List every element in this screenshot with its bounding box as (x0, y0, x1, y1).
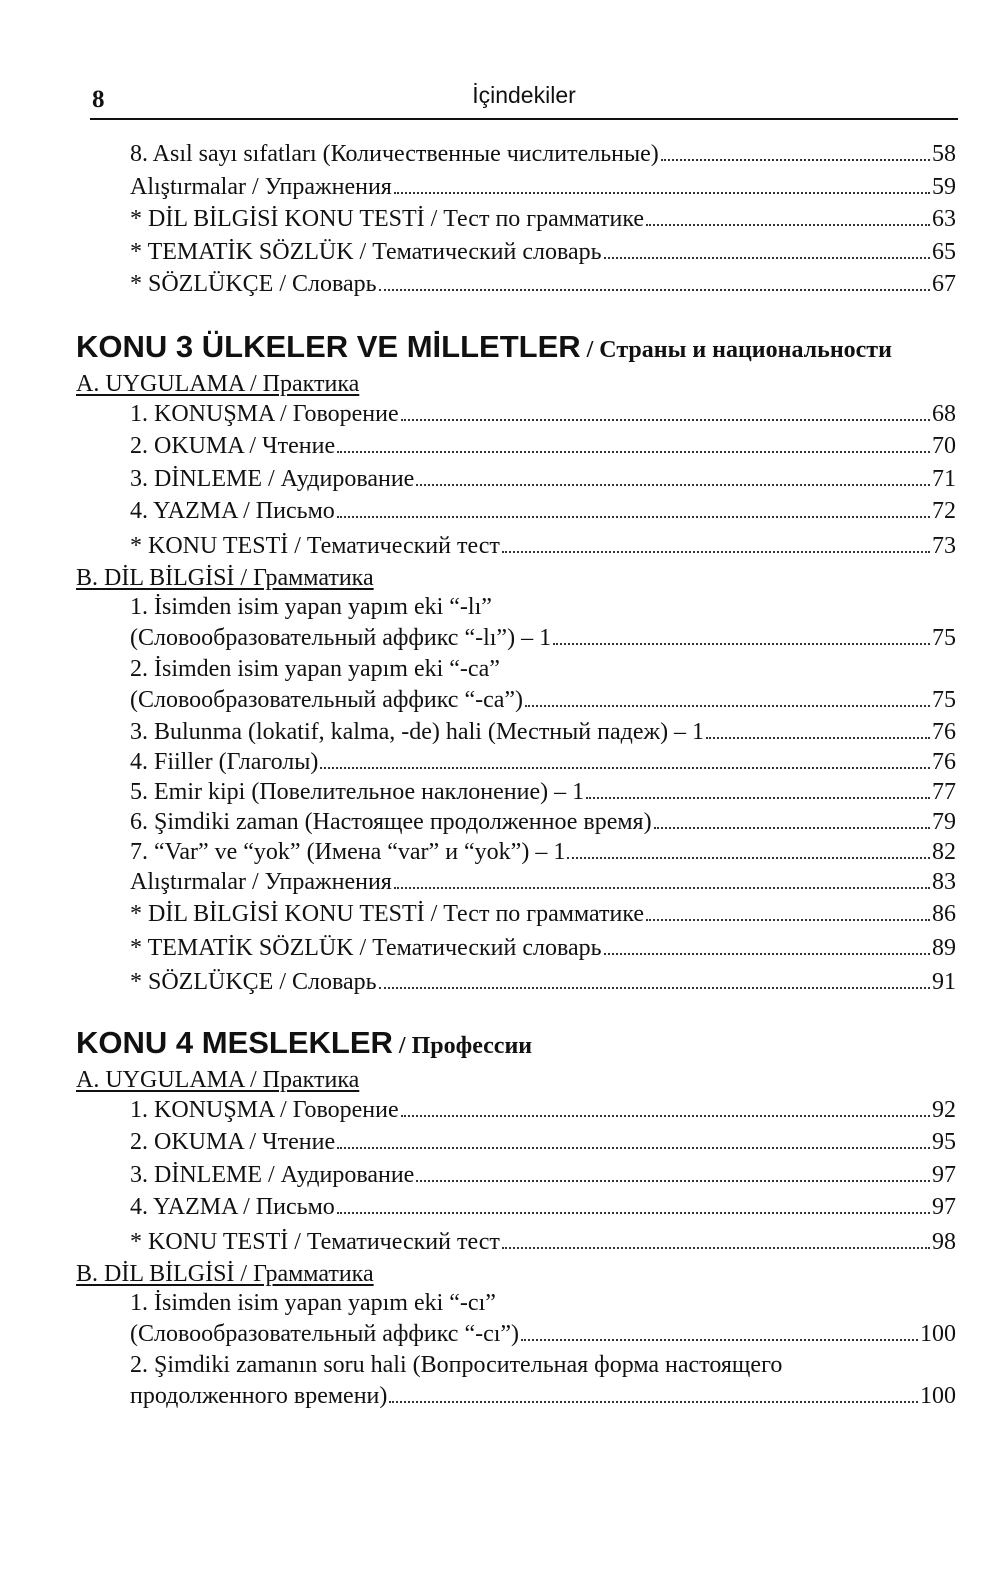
running-title: İçindekiler (472, 82, 576, 108)
toc-entry-title: 5. Emir kipi (Повелительное наклонение) – 1 (130, 778, 585, 805)
toc-entry-title: * SÖZLÜKÇE / Словарь (130, 968, 377, 995)
toc-entry[interactable] (76, 1318, 956, 1351)
toc-entry[interactable] (76, 430, 956, 463)
toc-entry[interactable] (76, 684, 956, 717)
toc-entry-title: * DİL BİLGİSİ KONU TESTİ / Тест по грамматике (130, 900, 645, 927)
leader-dots (389, 1401, 918, 1403)
toc-entry-page: 71 (932, 465, 956, 492)
toc-entry-title: 2. OKUMA / Чтение (130, 433, 336, 459)
toc-entry-page: 82 (932, 838, 956, 865)
toc-entry[interactable] (76, 1094, 956, 1127)
toc-entry-line: 1. İsimden isim yapan yapım eki “-cı” (130, 1289, 496, 1316)
toc-entry[interactable] (76, 837, 956, 867)
toc-entry[interactable] (76, 777, 956, 807)
toc-entry-page: 100 (920, 1383, 956, 1409)
toc-entry-line: 2. İsimden isim yapan yapım eki “-ca” (130, 656, 500, 682)
toc-entry-title: 8. Asıl sayı sıfatları (Количественные числительные) (130, 141, 659, 167)
toc-entry[interactable] (76, 528, 956, 564)
toc-entry[interactable] (76, 268, 956, 301)
toc-entry-title: (Словообразовательный аффикс “-cı”) (130, 1320, 520, 1347)
leader-dots (654, 827, 930, 829)
toc-entry-page: 67 (932, 271, 956, 297)
toc-entry[interactable] (76, 171, 956, 204)
leader-dots (586, 797, 930, 799)
leader-dots (320, 767, 930, 769)
toc-entry[interactable] (76, 138, 956, 171)
unit-title-ru: / Страны и национальности (580, 336, 892, 363)
leader-dots (401, 419, 930, 421)
header-rule (90, 118, 958, 120)
toc-entry-title: 4. YAZMA / Письмо (130, 1194, 335, 1220)
toc-entry-title: Alıştırmalar / Упражнения (130, 868, 392, 895)
toc-entry-line: 1. İsimden isim yapan yapım eki “-lı” (130, 593, 492, 620)
leader-dots (646, 919, 930, 921)
toc-entry[interactable] (76, 622, 956, 655)
toc-entry-page: 65 (932, 238, 956, 265)
toc-entry-title: 1. KONUŞMA / Говорение (130, 400, 399, 427)
toc-content (76, 138, 956, 1413)
leader-dots (502, 551, 930, 553)
toc-entry-page: 86 (932, 900, 956, 927)
toc-entry-page: 68 (932, 400, 956, 427)
toc-entry-title: * TEMATİK SÖZLÜK / Тематический словарь (130, 934, 602, 961)
toc-entry-title: * KONU TESTİ / Тематический тест (130, 1228, 500, 1255)
toc-entry-page: 59 (932, 173, 956, 200)
leader-dots (525, 705, 930, 707)
leader-dots (567, 857, 930, 859)
toc-entry-title: * TEMATİK SÖZLÜK / Тематический словарь (130, 238, 602, 265)
section-heading-uygulama: A. UYGULAMA / Практика (76, 1066, 360, 1093)
toc-entry[interactable] (76, 1191, 956, 1224)
toc-entry-page: 97 (932, 1161, 956, 1188)
unit-heading-konu-4 (76, 1023, 956, 1066)
toc-entry-page: 76 (932, 718, 956, 745)
toc-entry-title: * DİL BİLGİSİ KONU TESTİ / Тест по грамматике (130, 206, 645, 232)
toc-entry[interactable] (76, 717, 956, 747)
toc-entry[interactable] (76, 747, 956, 777)
page-number: 8 (92, 86, 105, 113)
toc-entry-title: (Словообразовательный аффикс “-lı”) – 1 (130, 624, 552, 651)
toc-entry[interactable] (76, 463, 956, 496)
toc-entry[interactable] (76, 807, 956, 837)
leader-dots (416, 484, 930, 486)
toc-entry-page: 97 (932, 1194, 956, 1220)
unit-title-ru: / Профессии (392, 1032, 533, 1059)
leader-dots (502, 1247, 930, 1249)
toc-entry-title: * KONU TESTİ / Тематический тест (130, 532, 500, 559)
leader-dots (661, 159, 930, 161)
toc-entry-page: 76 (932, 748, 956, 775)
toc-entry[interactable] (76, 1159, 956, 1192)
toc-entry-page: 58 (932, 141, 956, 167)
leader-dots (394, 192, 930, 194)
toc-entry[interactable] (76, 1380, 956, 1413)
leader-dots (337, 1147, 930, 1149)
toc-entry[interactable] (76, 236, 956, 269)
toc-entry-title: * SÖZLÜKÇE / Словарь (130, 271, 377, 297)
toc-entry-page: 72 (932, 498, 956, 524)
toc-entry[interactable] (76, 867, 956, 897)
toc-entry-title: 6. Şimdiki zaman (Настоящее продолженное время) (130, 808, 652, 835)
toc-entry-page: 79 (932, 808, 956, 835)
leader-dots (337, 451, 930, 453)
leader-dots (379, 289, 930, 291)
leader-dots (416, 1180, 930, 1182)
toc-entry[interactable] (76, 1224, 956, 1260)
page-header (90, 80, 958, 118)
toc-entry-page: 83 (932, 868, 956, 895)
section-heading-dil-bilgisi: B. DİL BİLGİSİ / Грамматика (76, 1260, 374, 1287)
toc-entry-title: Alıştırmalar / Упражнения (130, 173, 392, 200)
toc-entry-title: 4. YAZMA / Письмо (130, 498, 335, 524)
toc-entry[interactable] (76, 931, 956, 965)
leader-dots (553, 643, 930, 645)
toc-entry-page: 63 (932, 206, 956, 232)
section-heading-uygulama: A. UYGULAMA / Практика (76, 370, 360, 397)
leader-dots (394, 887, 930, 889)
toc-entry[interactable] (76, 965, 956, 999)
leader-dots (379, 987, 930, 989)
toc-entry[interactable] (76, 897, 956, 931)
toc-entry-page: 95 (932, 1129, 956, 1155)
toc-entry-title: 3. Bulunma (lokatif, kalma, -de) hali (Местный падеж) – 1 (130, 718, 705, 745)
leader-dots (401, 1115, 930, 1117)
toc-entry[interactable] (76, 1126, 956, 1159)
unit-heading-konu-3 (76, 327, 956, 370)
leader-dots (706, 737, 930, 739)
leader-dots (337, 516, 930, 518)
toc-entry-title: 2. OKUMA / Чтение (130, 1129, 336, 1155)
toc-entry-title: (Словообразовательный аффикс “-ca”) (130, 687, 524, 713)
toc-entry-line: 2. Şimdiki zamanın soru hali (Вопросительная форма настоящего (130, 1352, 783, 1378)
toc-entry[interactable] (76, 398, 956, 431)
toc-entry-page: 73 (932, 532, 956, 559)
toc-entry-page: 75 (932, 687, 956, 713)
toc-entry-page: 92 (932, 1096, 956, 1123)
toc-entry-title: 4. Fiiller (Глаголы) (130, 748, 319, 775)
toc-entry-page: 77 (932, 778, 956, 805)
unit-title: KONU 4 MESLEKLER (76, 1024, 393, 1060)
unit-title: KONU 3 ÜLKELER VE MİLLETLER (76, 328, 581, 364)
toc-entry-page: 100 (920, 1320, 956, 1347)
toc-entry-page: 91 (932, 968, 956, 995)
toc-entry-page: 98 (932, 1228, 956, 1255)
toc-entry-title: 1. KONUŞMA / Говорение (130, 1096, 399, 1123)
leader-dots (604, 953, 930, 955)
leader-dots (521, 1339, 918, 1341)
toc-entry-title: 7. “Var” ve “yok” (Имена “var” и “yok”) – 1 (130, 838, 566, 865)
leader-dots (337, 1212, 930, 1214)
leader-dots (604, 257, 930, 259)
toc-entry-page: 70 (932, 433, 956, 459)
toc-entry-title: 3. DİNLEME / Аудирование (130, 465, 415, 492)
toc-entry[interactable] (76, 495, 956, 528)
toc-entry-page: 75 (932, 624, 956, 651)
toc-entry-title: продолженного времени) (130, 1383, 388, 1409)
toc-entry-title: 3. DİNLEME / Аудирование (130, 1161, 415, 1188)
leader-dots (646, 224, 930, 226)
section-heading-dil-bilgisi: B. DİL BİLGİSİ / Грамматика (76, 564, 374, 591)
toc-entry[interactable] (76, 203, 956, 236)
toc-entry-page: 89 (932, 934, 956, 961)
